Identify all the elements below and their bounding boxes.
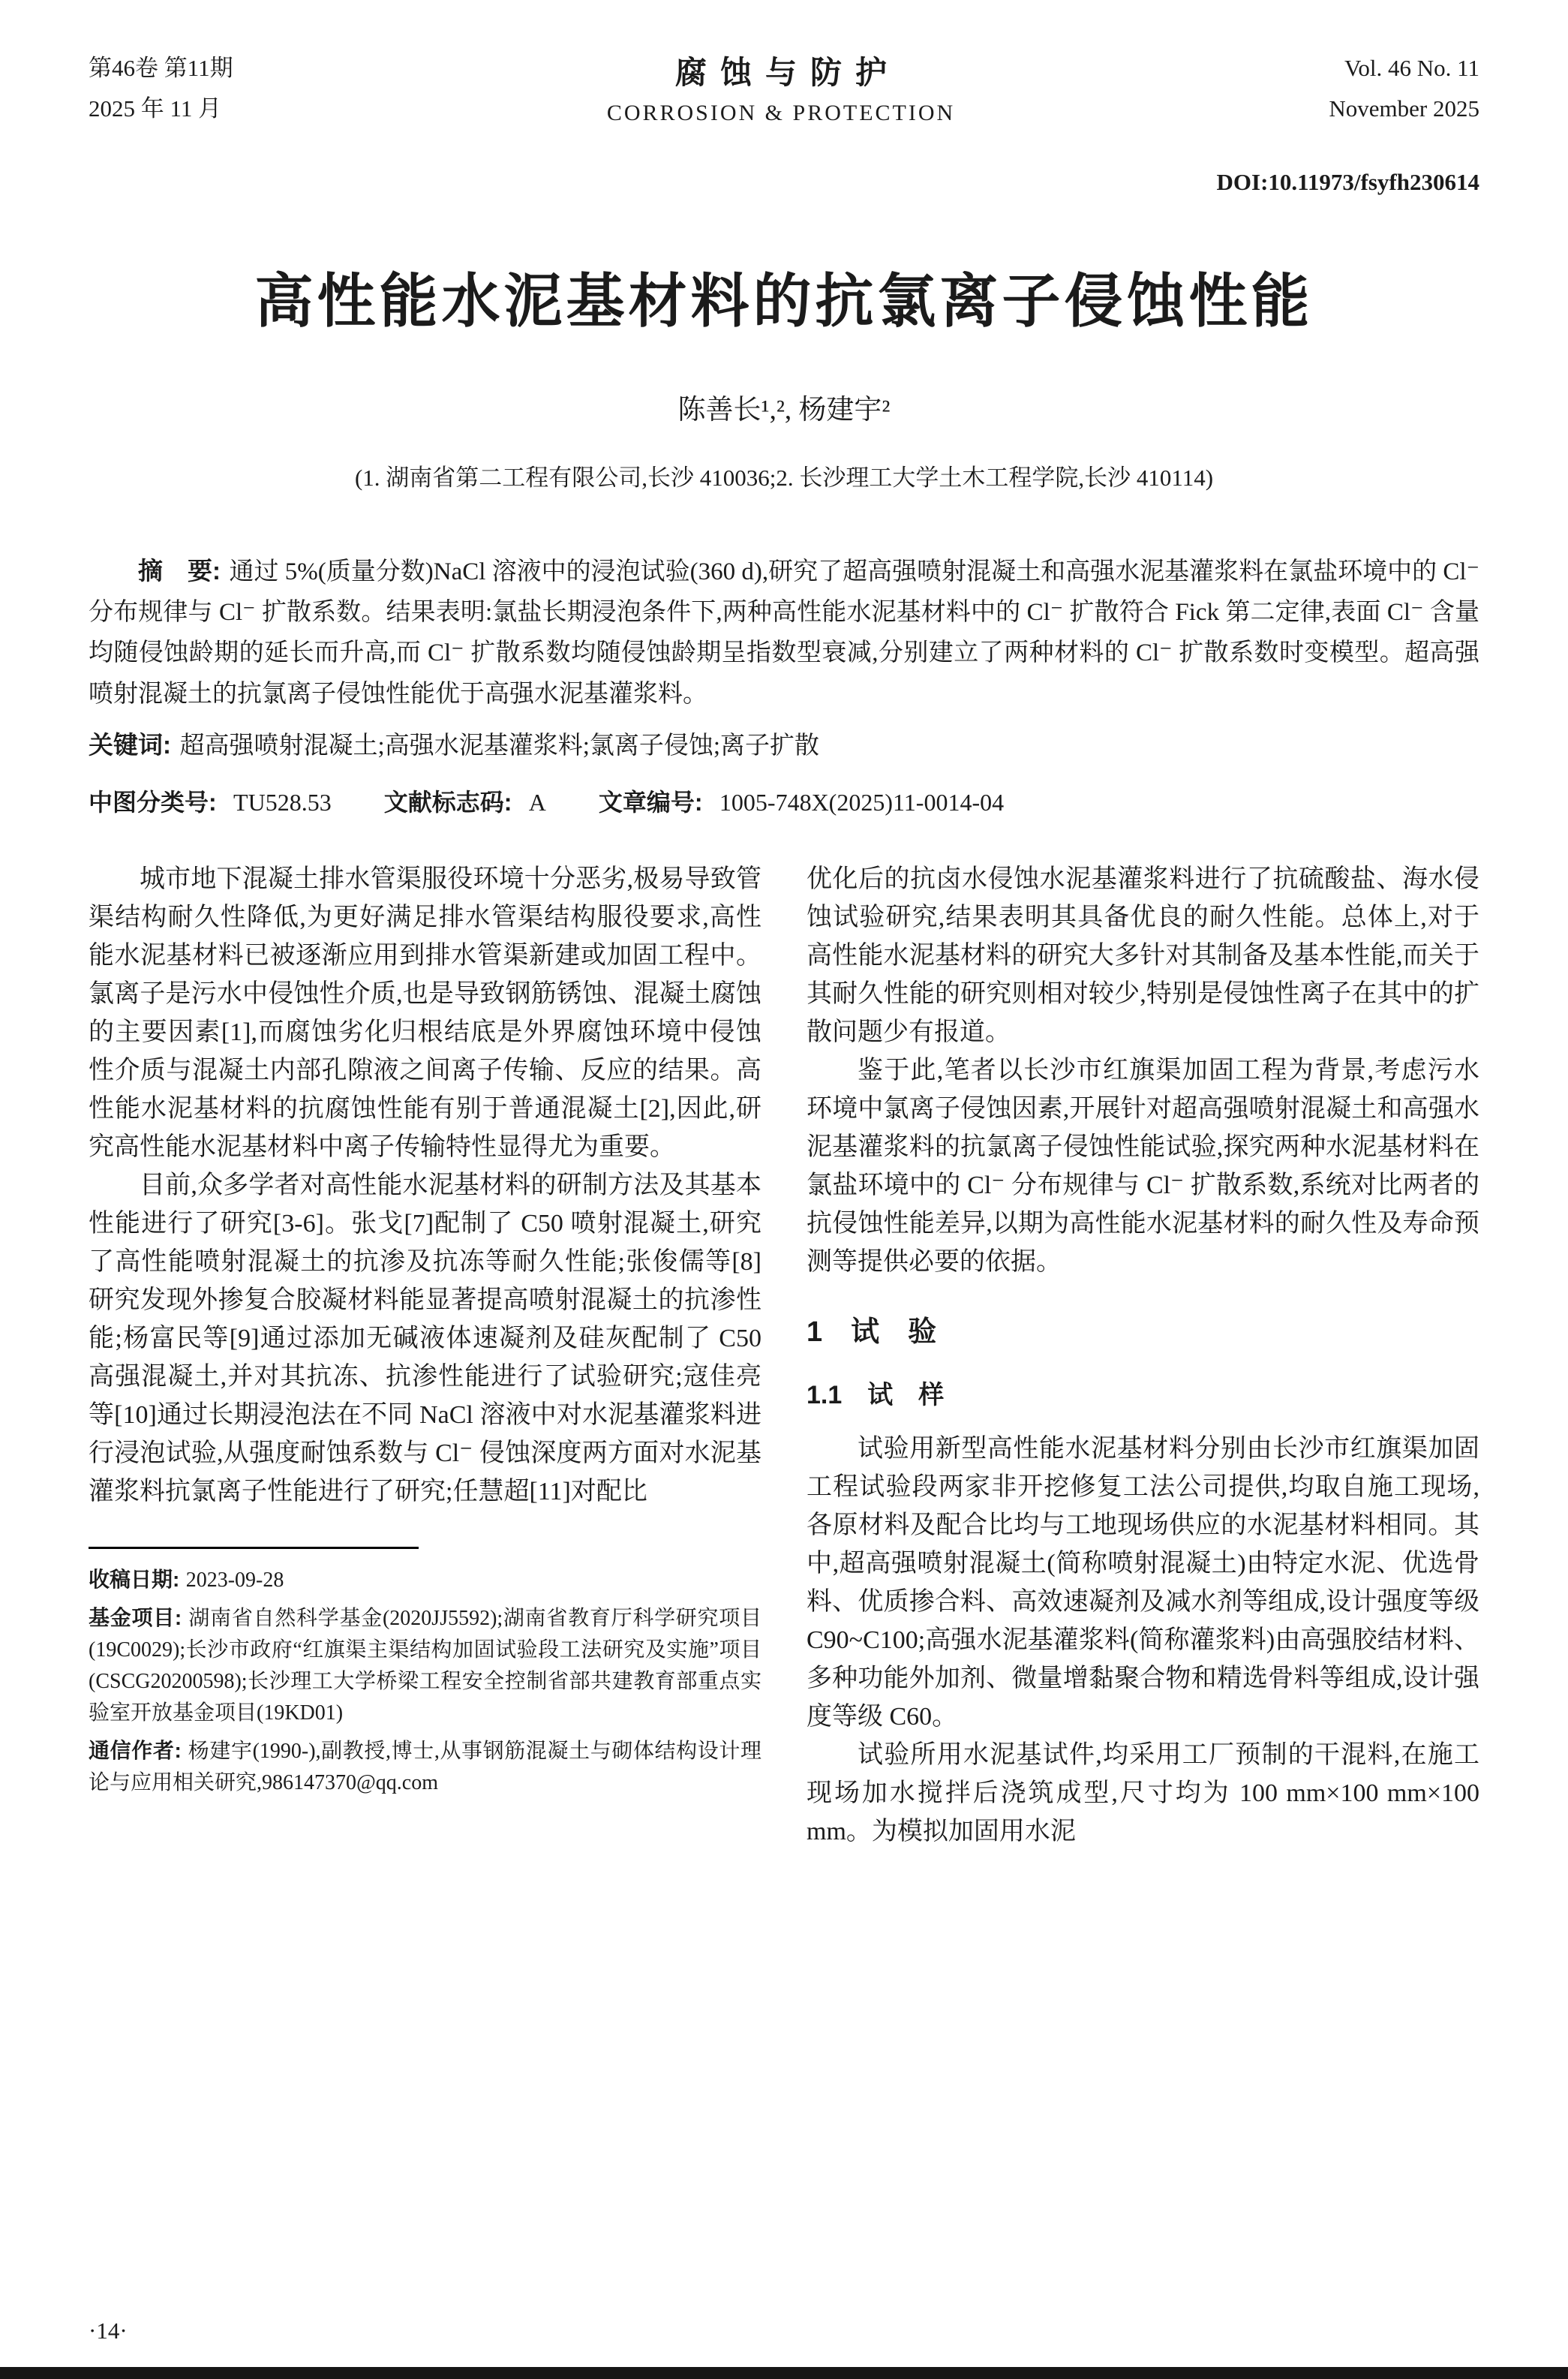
issue-info-en [1329, 48, 1479, 130]
affiliation: (1. 湖南省第二工程有限公司,长沙 410036;2. 长沙理工大学土木工程学院,长沙 410114) [354, 464, 1214, 491]
abstract-label: 摘 要: [138, 556, 221, 585]
volume-issue-en: Vol. 46 No. 11 [1344, 55, 1479, 81]
date-en: November 2025 [1329, 95, 1479, 122]
document-code-label: 文献标志码: [383, 788, 512, 816]
footnote-text: 2023-09-28 [185, 1568, 284, 1592]
section-heading-1-1: 1.1 试 样 [807, 1380, 945, 1409]
body-paragraph: 试验所用水泥基试件,均采用工厂预制的干混料,在施工现场加水搅拌后浇筑成型,尺寸均为 100 mm×100 mm×100 mm。为模拟加固用水泥 [807, 1740, 1479, 1845]
volume-issue-cn: 第46卷 第11期 [89, 55, 233, 81]
section-heading-1: 1 试 验 [807, 1316, 937, 1348]
journal-header [89, 48, 1479, 130]
body-paragraph: 目前,众多学者对高性能水泥基材料的研制方法及其基本性能进行了研究[3-6]。张戈[7]配制了 C50 喷射混凝土,研究了高性能喷射混凝土的抗渗及抗冻等耐久性能;张俊儒等[8]研究发现外掺复合胶凝材料能显著提高喷射混凝土的抗渗性能;杨富民等[9]通过添加无碱液体速凝剂及硅灰配制了 C50 高强混凝土,并对其抗冻、抗渗性能进行了试验研究;寇佳亮等[10]通过长期浸泡法在不同 NaCl 溶液中对水泥基灌浆料进行浸泡试验,从强度耐蚀系数与 Cl⁻ 侵蚀深度两方面对水泥基灌浆料抗氯离子性能进行了研究;任慧超[11]对配比 [89, 1171, 761, 1505]
journal-title-cn: 腐蚀与防护 [674, 56, 900, 91]
issue-info-cn [89, 48, 233, 130]
footnote-label: 收稿日期: [89, 1567, 180, 1591]
date-cn: 2025 年 11 月 [89, 95, 222, 122]
clc-label: 中图分类号: [89, 788, 217, 816]
article-id-value: 1005-748X(2025)11-0014-04 [719, 788, 1005, 816]
journal-title-block [607, 48, 955, 126]
footnote-label: 通信作者: [89, 1738, 182, 1762]
abstract [89, 551, 1479, 715]
footnote-funding [89, 1602, 761, 1729]
page-number: ·14· [89, 2317, 128, 2344]
footnote-label: 基金项目: [89, 1605, 182, 1629]
article-id-label: 文章编号: [598, 788, 703, 816]
document-code [384, 783, 546, 818]
abstract-text: 通过 5%(质量分数)NaCl 溶液中的浸泡试验(360 d),研究了超高强喷射混凝土和高强水泥基灌浆料在氯盐环境中的 Cl⁻ 分布规律与 Cl⁻ 扩散系数。结果表明:氯盐长期浸泡条件下,两种高性能水泥基材料中的 Cl⁻ 扩散符合 Fick 第二定律,表面 Cl⁻ 含量均随侵蚀龄期的延长而升高,而 Cl⁻ 扩散系数均随侵蚀龄期呈指数型衰减,分别建立了两种材料的 Cl⁻ 扩散系数时变模型。超高强喷射混凝土的抗氯离子侵蚀性能优于高强水泥基灌浆料。 [89, 558, 1479, 708]
body-paragraph: 鉴于此,笔者以长沙市红旗渠加固工程为背景,考虑污水环境中氯离子侵蚀因素,开展针对超高强喷射混凝土和高强水泥基灌浆料的抗氯离子侵蚀性能试验,探究两种水泥基材料在氯盐环境中的 Cl⁻ 分布规律与 Cl⁻ 扩散系数,系统对比两者的抗侵蚀性能差异,以期为高性能水泥基材料的耐久性及寿命预测等提供必要的依据。 [807, 1056, 1479, 1276]
clc-number [89, 783, 332, 818]
body-paragraph: 试验用新型高性能水泥基材料分别由长沙市红旗渠加固工程试验段两家非开挖修复工法公司提供,均取自施工现场,各原材料及配合比均与工地现场供应的水泥基材料相同。其中,超高强喷射混凝土(简称喷射混凝土)由特定水泥、优选骨料、优质掺合料、高效速凝剂及减水剂等组成,设计强度等级 C90~C100;高强水泥基灌浆料(简称灌浆料)由高强胶结材料、多种功能外加剂、微量增黏聚合物和精选骨料等组成,设计强度等级 C60。 [807, 1434, 1479, 1731]
keywords-label: 关键词: [89, 731, 171, 759]
body-paragraph: 优化后的抗卤水侵蚀水泥基灌浆料进行了抗硫酸盐、海水侵蚀试验研究,结果表明其具备优良的耐久性能。总体上,对于高性能水泥基材料的研究大多针对其制备及基本性能,而关于其耐久性能的研究则相对较少,特别是侵蚀性离子在其中的扩散问题少有报道。 [807, 865, 1479, 1046]
footnote-rule [89, 1547, 419, 1549]
footnote-text: 杨建宇(1990-),副教授,博士,从事钢筋混凝土与砌体结构设计理论与应用相关研究,986147370@qq.com [89, 1739, 761, 1794]
doi: DOI:10.11973/fsyfh230614 [1216, 168, 1479, 195]
journal-title-en: CORROSION & PROTECTION [606, 101, 956, 125]
paper-title: 高性能水泥基材料的抗氯离子侵蚀性能 [254, 267, 1314, 334]
footnote-corresponding-author [89, 1735, 761, 1799]
page-bottom-edge [0, 2367, 1568, 2379]
body-columns [89, 860, 1479, 1851]
clc-value: TU528.53 [233, 788, 332, 816]
keywords [89, 725, 1479, 766]
keywords-text: 超高强喷射混凝土;高强水泥基灌浆料;氯离子侵蚀;离子扩散 [179, 732, 820, 760]
footnote-block [89, 1547, 761, 1799]
body-paragraph: 城市地下混凝土排水管渠服役环境十分恶劣,极易导致管渠结构耐久性降低,为更好满足排水管渠结构服役要求,高性能水泥基材料已被逐渐应用到排水管渠新建或加固工程中。氯离子是污水中侵蚀性介质,也是导致钢筋锈蚀、混凝土腐蚀的主要因素[1],而腐蚀劣化归根结底是外界腐蚀环境中侵蚀性介质与混凝土内部孔隙液之间离子传输、反应的结果。高性能水泥基材料的抗腐蚀性能有别于普通混凝土[2],因此,研究高性能水泥基材料中离子传输特性显得尤为重要。 [89, 865, 761, 1161]
document-code-value: A [528, 788, 546, 816]
right-column [807, 860, 1479, 1851]
footnote-text: 湖南省自然科学基金(2020JJ5592);湖南省教育厅科学研究项目(19C0029);长沙市政府“红旗渠主渠结构加固试验段工法研究及实施”项目(CSCG20200598);长沙理工大学桥梁工程安全控制省部共建教育部重点实验室开放基金项目(19KD01) [89, 1606, 761, 1725]
footnote-received-date [89, 1564, 761, 1596]
classification-line [89, 783, 1479, 818]
authors: 陈善长¹,², 杨建宇² [677, 394, 891, 426]
left-column [89, 860, 761, 1851]
article-id [599, 783, 1004, 818]
